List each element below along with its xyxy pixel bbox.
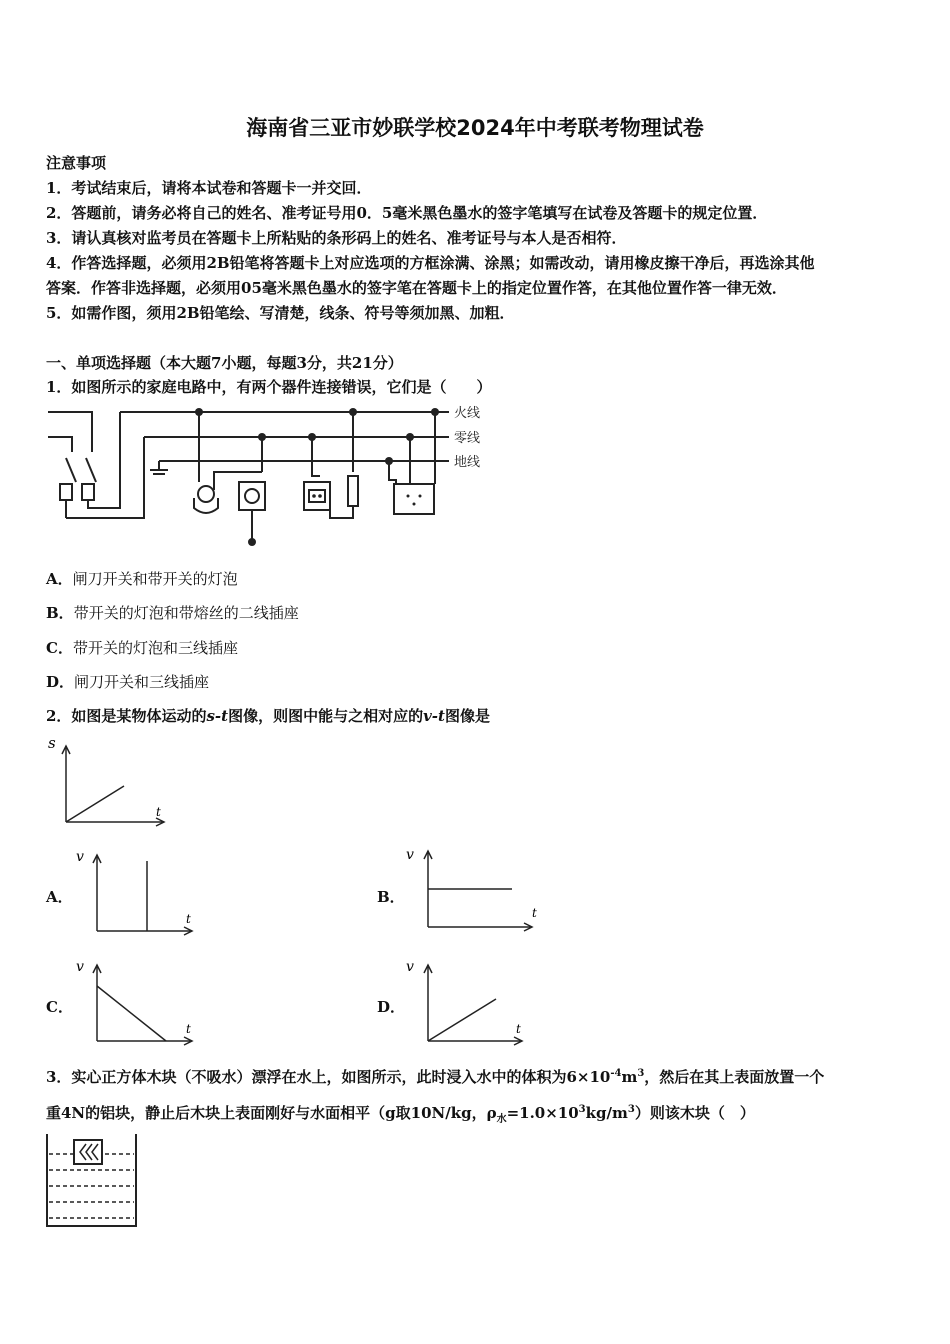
- stem-part: m: [621, 1068, 638, 1086]
- vt-graph-b: [400, 845, 550, 940]
- option-text: 闸刀开关和三线插座: [74, 673, 210, 691]
- exponent: 3: [637, 1068, 645, 1079]
- axis-v-label: v: [76, 849, 84, 865]
- exponent: 3: [578, 1104, 586, 1115]
- q2-option-a[interactable]: A．: [46, 888, 73, 906]
- page-title: 海南省三亚市妙联学校2024年中考联考物理试卷: [246, 116, 704, 140]
- axis-t-label: t: [516, 1022, 521, 1036]
- q1-option-d[interactable]: [46, 671, 209, 692]
- question-1-stem: 1．如图所示的家庭电路中，有两个器件连接错误，它们是（ ）: [46, 378, 492, 396]
- option-label: A．: [46, 570, 73, 588]
- axis-t-label: t: [156, 805, 161, 819]
- stem-vt: v-t: [423, 707, 445, 725]
- wire-label-neutral: 零线: [454, 431, 481, 446]
- option-text: 带开关的灯泡和带熔丝的二线插座: [73, 604, 299, 622]
- notice-item: 1．考试结束后，请将本试卷和答题卡一并交回．: [46, 179, 372, 197]
- notice-item: 5．如需作图，须用2B铅笔绘、写清楚，线条、符号等须加黑、加粗．: [46, 304, 515, 322]
- q2-option-d[interactable]: D．: [377, 998, 406, 1016]
- stem-part: 图像，则图中能与之相对应的: [228, 707, 424, 725]
- axis-s-label: s: [48, 734, 56, 752]
- exponent: 3: [627, 1104, 635, 1115]
- q1-option-b[interactable]: [46, 602, 299, 623]
- st-graph: [44, 732, 174, 832]
- notice-heading: 注意事项: [46, 154, 107, 172]
- vt-graph-a: [70, 845, 200, 940]
- option-text: 闸刀开关和带开关的灯泡: [72, 570, 238, 588]
- section-heading: 一、单项选择题（本大题7小题，每题3分，共21分）: [46, 354, 403, 372]
- axis-v-label: v: [76, 959, 84, 975]
- stem-part: ）则该木块（ ）: [634, 1104, 755, 1122]
- stem-st: s-t: [206, 707, 229, 725]
- q1-option-a[interactable]: [46, 568, 238, 589]
- household-circuit-diagram: [44, 400, 494, 550]
- q2-option-c[interactable]: C．: [46, 998, 73, 1016]
- question-3-stem-line1: [46, 1066, 824, 1087]
- option-text: 带开关的灯泡和三线插座: [72, 639, 238, 657]
- notice-item: 3．请认真核对监考员在答题卡上所粘贴的条形码上的姓名、准考证号与本人是否相符．: [46, 229, 627, 247]
- notice-item: 2．答题前，请务必将自己的姓名、准考证号用0．5毫米黑色墨水的签字笔填写在试卷及答题卡的规定位置．: [46, 204, 768, 222]
- stem-part: 图像是: [444, 707, 490, 725]
- axis-t-label: t: [532, 906, 537, 920]
- vt-graph-c: [70, 955, 200, 1050]
- stem-part: ，然后在其上表面放置一个: [644, 1068, 825, 1086]
- stem-part: =1.0×10: [506, 1104, 579, 1122]
- notice-item: 4．作答选择题，必须用2B铅笔将答题卡上对应选项的方框涂满、涂黑；如需改动，请用橡皮擦干净后，再选涂其他: [46, 254, 815, 272]
- option-label: D．: [46, 673, 75, 691]
- q2-option-b[interactable]: B．: [377, 888, 405, 906]
- axis-v-label: v: [406, 959, 414, 975]
- question-2-stem: [46, 705, 490, 726]
- option-label: B．: [46, 604, 74, 622]
- notice-item: 答案．作答非选择题，必须用05毫米黑色墨水的签字笔在答题卡上的指定位置作答，在其他位置作答一律无效．: [46, 279, 787, 297]
- axis-v-label: v: [406, 847, 414, 863]
- exponent: -4: [610, 1068, 622, 1079]
- stem-part: 2．如图是某物体运动的: [46, 707, 207, 725]
- stem-part: 3．实心正方体木块（不吸水）漂浮在水上，如图所示，此时浸入水中的体积为6×10: [46, 1068, 611, 1086]
- q1-option-c[interactable]: [46, 637, 238, 658]
- wire-label-ground: 地线: [454, 455, 481, 470]
- axis-t-label: t: [186, 912, 191, 926]
- option-label: C．: [46, 639, 73, 657]
- floating-block-diagram: [44, 1130, 144, 1230]
- stem-part: kg/m: [585, 1104, 628, 1122]
- wire-label-live: 火线: [454, 406, 481, 421]
- vt-graph-d: [400, 955, 540, 1050]
- question-3-stem-line2: [46, 1102, 755, 1125]
- stem-part: 重4N的铝块，静止后木块上表面刚好与水面相平（g取10N/kg，ρ: [46, 1104, 497, 1122]
- subscript: 水: [496, 1114, 507, 1125]
- axis-t-label: t: [186, 1022, 191, 1036]
